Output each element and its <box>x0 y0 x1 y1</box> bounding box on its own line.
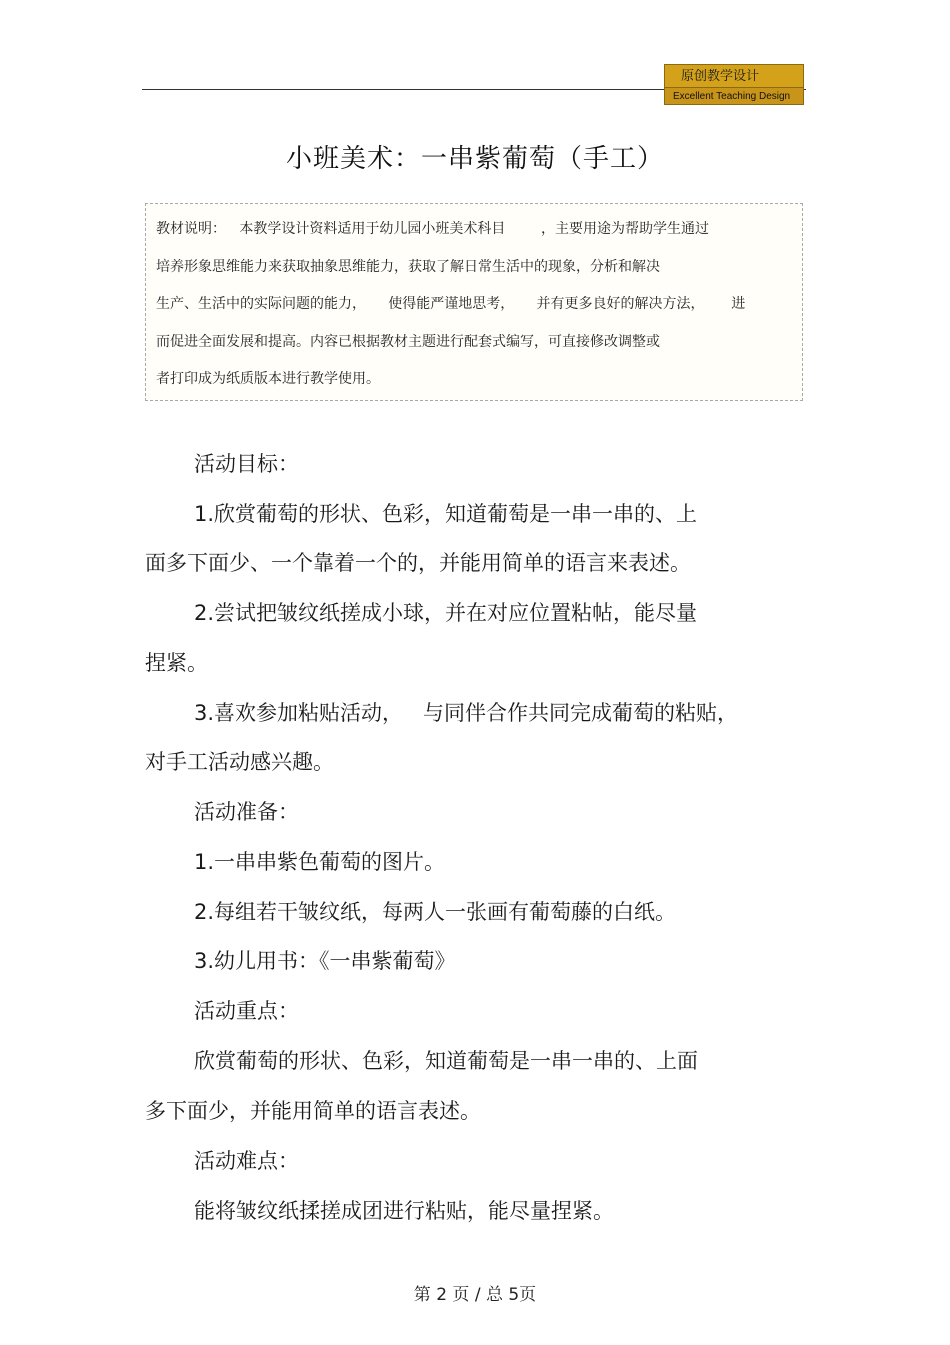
section-heading-preparation: 活动准备： <box>194 800 299 824</box>
paragraph-line: 欣赏葡萄的形状、色彩，知道葡萄是一串一串的、上面 <box>194 1049 698 1073</box>
paragraph-line: 能将皱纹纸揉搓成团进行粘贴，能尽量捏紧。 <box>194 1199 614 1223</box>
note-line: 者打印成为纸质版本进行教学使用。 <box>156 371 380 387</box>
paragraph-line: 3.幼儿用书：《一串紫葡萄》 <box>194 949 456 973</box>
note-line: 教材说明： 本教学设计资料适用于幼儿园小班美术科目 ，主要用途为帮助学生通过 <box>156 221 709 237</box>
paragraph-line: 捏紧。 <box>145 651 208 675</box>
section-heading-focus: 活动重点： <box>194 999 299 1023</box>
paragraph-line: 对手工活动感兴趣。 <box>145 750 334 774</box>
note-line: 生产、生活中的实际问题的能力， 使得能严谨地思考， 并有更多良好的解决方法， 进 <box>156 296 746 312</box>
paragraph-line: 多下面少，并能用简单的语言表述。 <box>145 1099 481 1123</box>
paragraph-line: 2.每组若干皱纹纸，每两人一张画有葡萄藤的白纸。 <box>194 900 677 924</box>
paragraph-line: 1.一串串紫色葡萄的图片。 <box>194 850 446 874</box>
section-heading-difficulty: 活动难点： <box>194 1149 299 1173</box>
paragraph-line: 面多下面少、一个靠着一个的，并能用简单的语言来表述。 <box>145 551 691 575</box>
badge-label-cn: 原创教学设计 <box>664 64 804 88</box>
page-title: 小班美术：一串紫葡萄（手工） <box>285 144 664 174</box>
note-line: 培养形象思维能力来获取抽象思维能力，获取了解日常生活中的现象，分析和解决 <box>156 259 660 275</box>
badge-label-en: Excellent Teaching Design <box>664 88 804 105</box>
section-heading-goals: 活动目标： <box>194 452 299 476</box>
paragraph-line: 2.尝试把皱纹纸搓成小球，并在对应位置粘帖，能尽量 <box>194 601 698 625</box>
header-badge <box>664 64 804 105</box>
page-number: 第 2 页 / 总 5页 <box>413 1285 537 1305</box>
paragraph-line: 3.喜欢参加粘贴活动， 与同伴合作共同完成葡萄的粘贴， <box>194 701 739 725</box>
note-line: 而促进全面发展和提高。内容已根据教材主题进行配套式编写，可直接修改调整或 <box>156 334 660 350</box>
material-note-box <box>145 203 803 401</box>
paragraph-line: 1.欣赏葡萄的形状、色彩，知道葡萄是一串一串的、上 <box>194 502 698 526</box>
